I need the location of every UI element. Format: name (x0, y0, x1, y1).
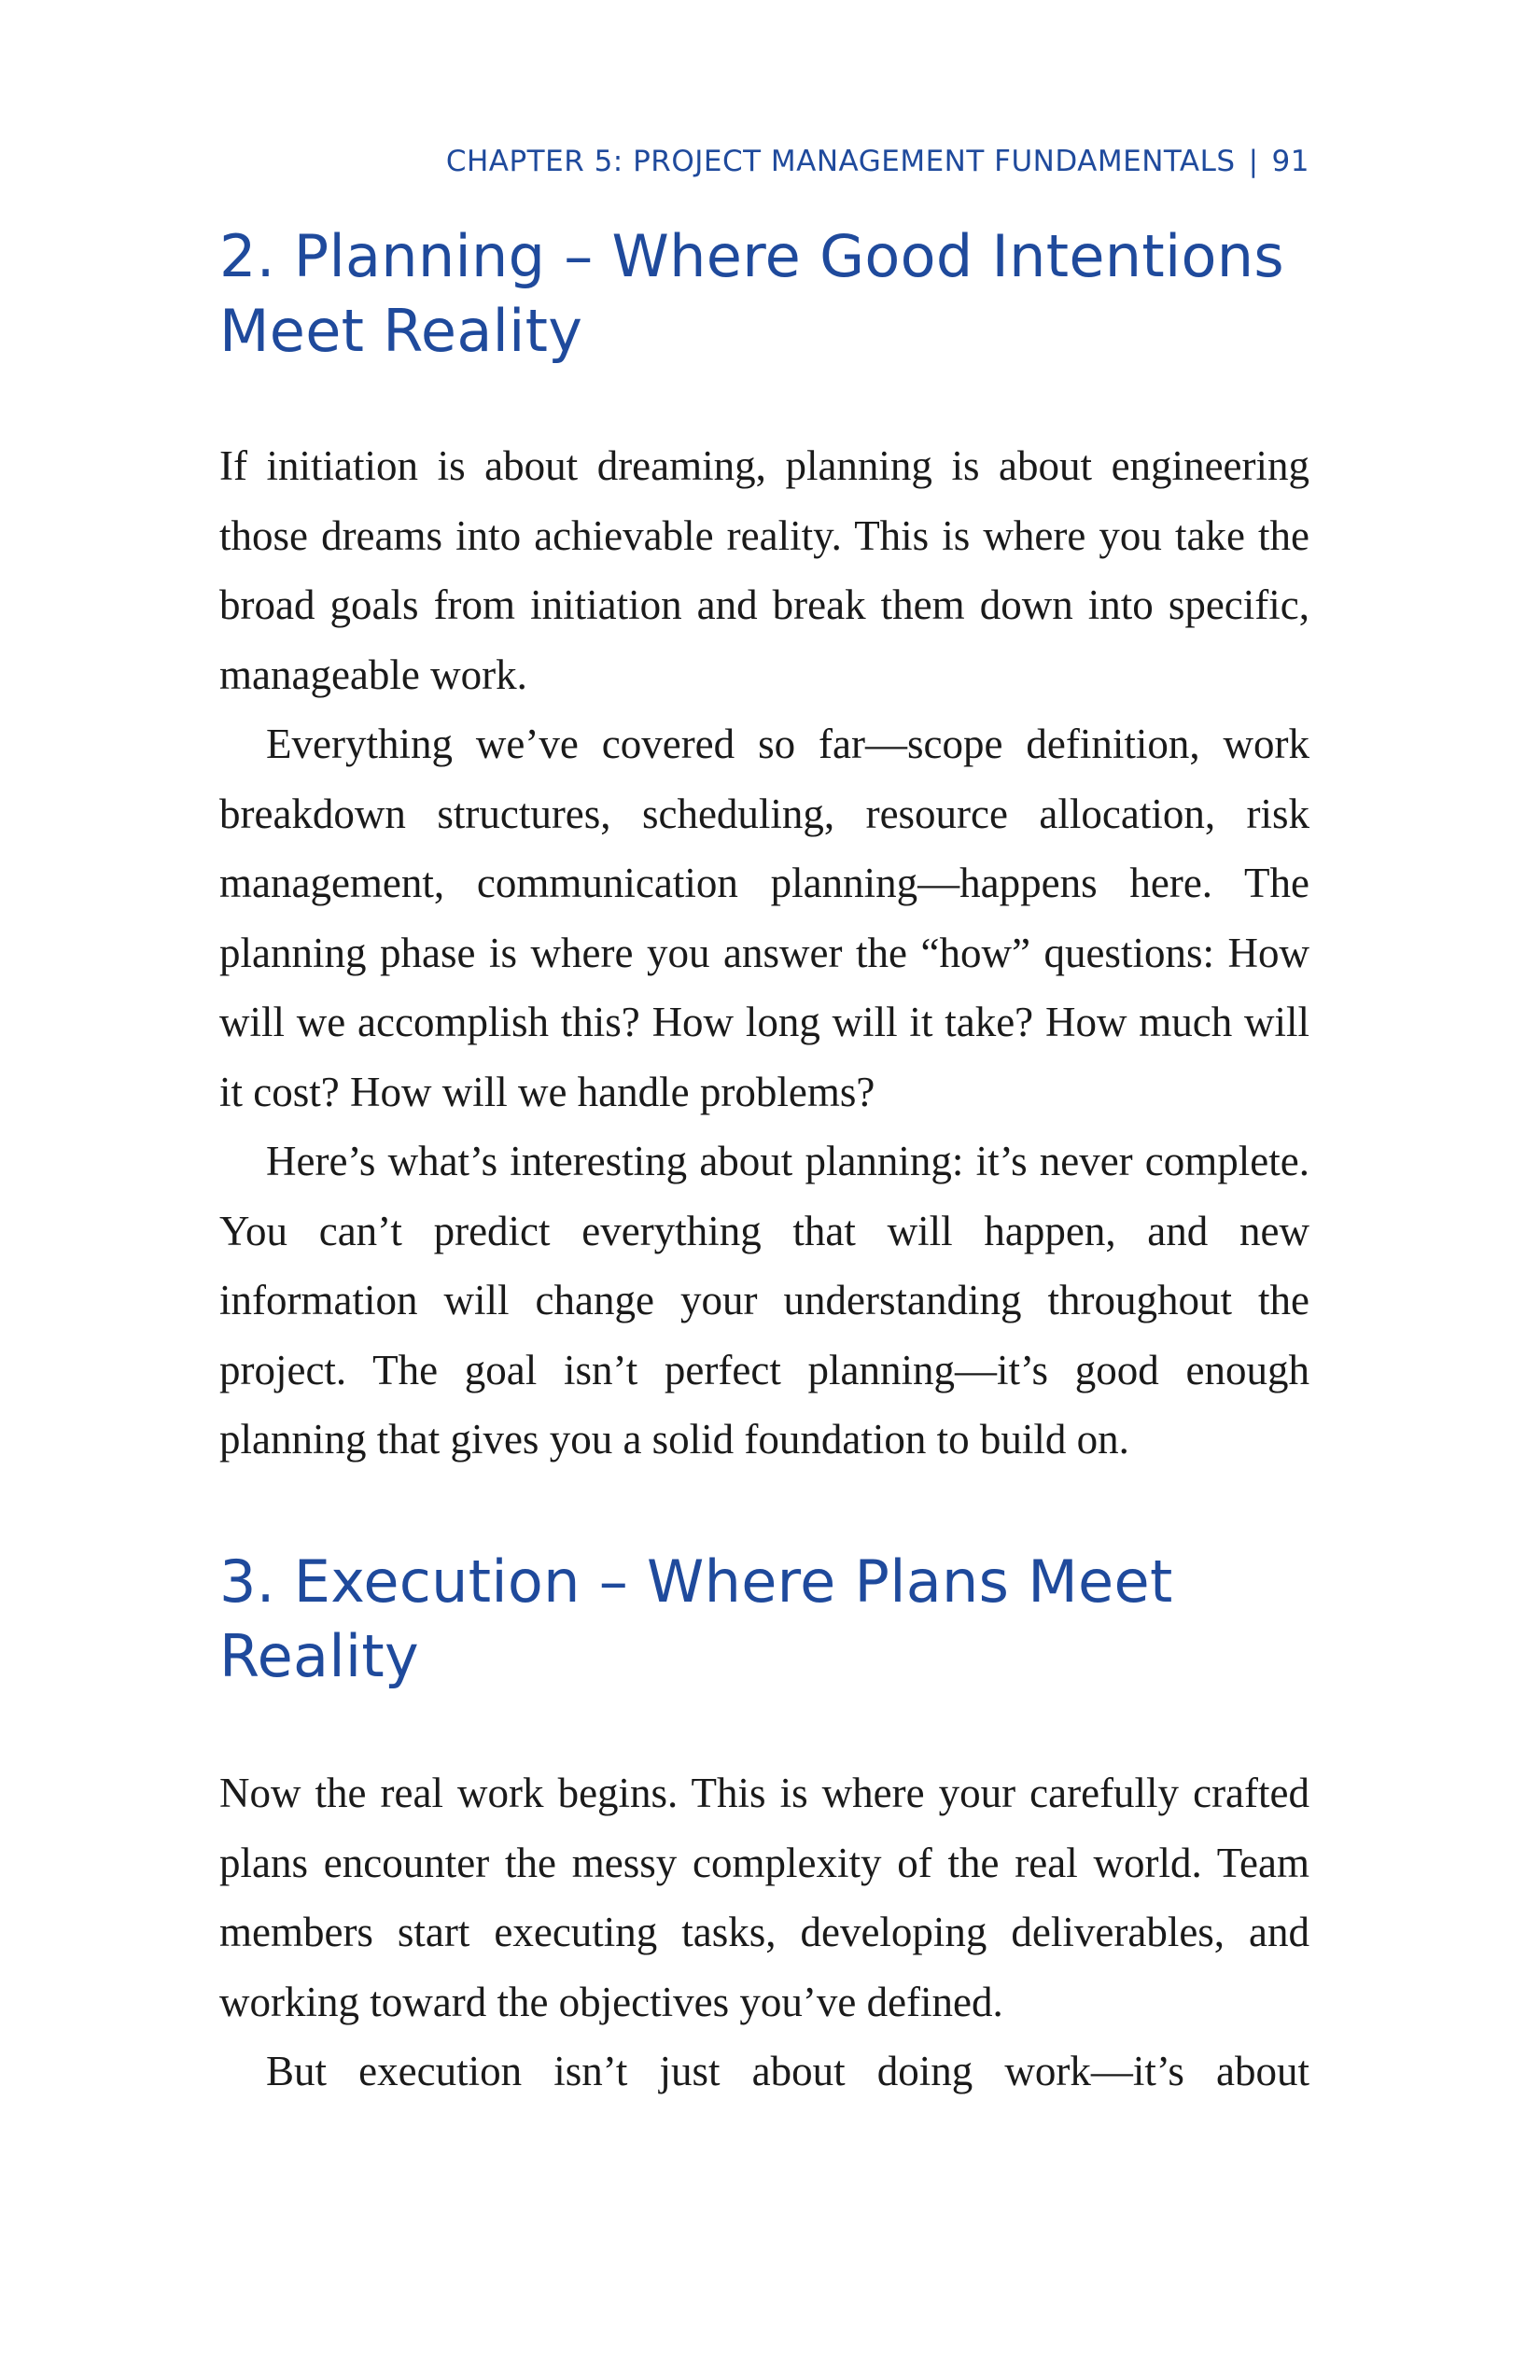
paragraph: Here’s what’s interesting about planning: it’s never complete. You can’t predict everything that will happen, and new information will change your understanding throughout the project. The goal isn’t perfect planning—it’s good enough planning that gives you a solid foundation to build on. (219, 1138, 1309, 1463)
header-separator: | (1248, 145, 1259, 178)
paragraph: Everything we’ve covered so far—scope definition, work breakdown structures, scheduling, resource allocation, risk management, communication planning—happens here. The planning phase is where you answer the “how” questions: How will we accomplish this? How long will it take? How much will it cost? How will we handle problems? (219, 721, 1309, 1115)
chapter-title: CHAPTER 5: PROJECT MANAGEMENT FUNDAMENTALS (445, 145, 1236, 178)
section-planning (219, 431, 1309, 1475)
section-execution (219, 1758, 1309, 2107)
page-number: 91 (1271, 145, 1309, 178)
section-heading-execution: 3. Execution – Where Plans Meet Reality (219, 1547, 1173, 1690)
running-head (219, 145, 1309, 178)
paragraph: But execution isn’t just about doing work—it’s about (266, 2048, 1309, 2094)
paragraph: Now the real work begins. This is where your carefully crafted plans encounter the messy complexity of the real world. Team members start executing tasks, developing deliverables, and working toward the objectives you’ve defined. (219, 1770, 1309, 2025)
paragraph: If initiation is about dreaming, planning is about engineering those dreams into achievable reality. This is where you take the broad goals from initiation and break them down into specific, manageable work. (219, 442, 1309, 698)
section-heading-planning: 2. Planning – Where Good Intentions Meet Reality (219, 222, 1284, 365)
